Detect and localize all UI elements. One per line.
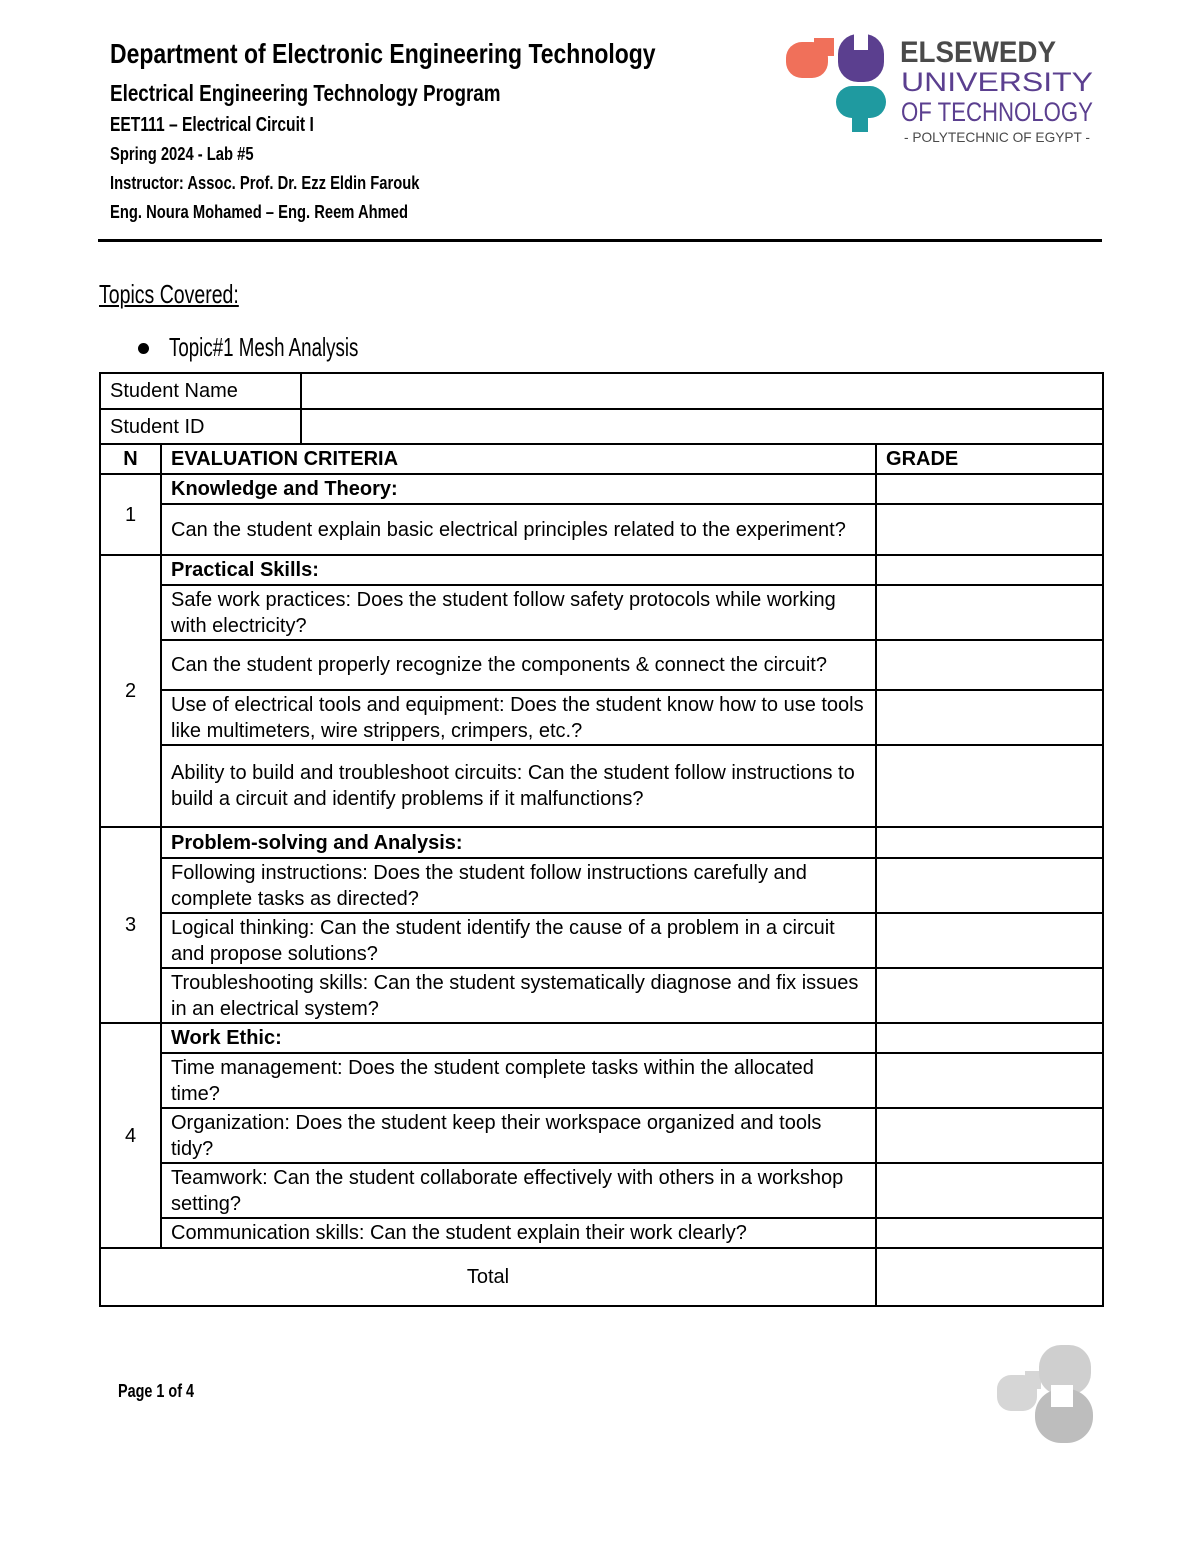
student-id-field[interactable]	[301, 409, 1103, 444]
student-name-field[interactable]	[301, 373, 1103, 409]
criterion-row	[100, 1163, 1103, 1218]
criterion-row	[100, 913, 1103, 968]
section-number: 1	[100, 474, 161, 555]
section-title-row	[100, 555, 1103, 585]
criterion-text: Ability to build and troubleshoot circuits: Can the student follow instructions to build a circuit and identify problems if it malfunctions?	[161, 745, 876, 827]
section-number: 4	[100, 1023, 161, 1248]
grade-cell[interactable]	[876, 1023, 1103, 1053]
criterion-text: Logical thinking: Can the student identify the cause of a problem in a circuit and propose solutions?	[161, 913, 876, 968]
program-title: Electrical Engineering Technology Program	[110, 80, 501, 106]
criterion-text: Can the student properly recognize the components & connect the circuit?	[161, 640, 876, 690]
criterion-text: Time management: Does the student complete tasks within the allocated time?	[161, 1053, 876, 1108]
header-divider	[98, 239, 1102, 242]
grade-cell[interactable]	[876, 1053, 1103, 1108]
grade-cell[interactable]	[876, 474, 1103, 504]
grade-cell[interactable]	[876, 827, 1103, 858]
criterion-text: Troubleshooting skills: Can the student systematically diagnose and fix issues in an electrical system?	[161, 968, 876, 1023]
evaluation-table	[99, 372, 1104, 1307]
department-title: Department of Electronic Engineering Technology	[110, 38, 656, 69]
section-title: Problem-solving and Analysis:	[161, 827, 876, 858]
criterion-row	[100, 745, 1103, 827]
column-header-criteria: EVALUATION CRITERIA	[161, 444, 876, 474]
student-name-row	[100, 373, 1103, 409]
term-label: Spring 2024 - Lab #5	[110, 144, 254, 164]
column-header-grade: GRADE	[876, 444, 1103, 474]
student-id-row	[100, 409, 1103, 444]
grade-cell[interactable]	[876, 555, 1103, 585]
logo-text-4: - POLYTECHNIC OF EGYPT -	[904, 129, 1091, 145]
logo-text-1: ELSEWEDY	[900, 36, 1056, 69]
criterion-row	[100, 504, 1103, 555]
criterion-text: Safe work practices: Does the student follow safety protocols while working with electricity?	[161, 585, 876, 640]
criterion-row	[100, 858, 1103, 913]
table-header-row	[100, 444, 1103, 474]
grade-cell[interactable]	[876, 745, 1103, 827]
criterion-row	[100, 1218, 1103, 1248]
engineers-label: Eng. Noura Mohamed – Eng. Reem Ahmed	[110, 202, 408, 222]
logo-text-3: OF TECHNOLOGY	[901, 97, 1093, 127]
criterion-row	[100, 968, 1103, 1023]
grade-cell[interactable]	[876, 1218, 1103, 1248]
criterion-text: Can the student explain basic electrical principles related to the experiment?	[161, 504, 876, 555]
instructor-label: Instructor: Assoc. Prof. Dr. Ezz Eldin Farouk	[110, 173, 420, 193]
total-label: Total	[100, 1248, 876, 1306]
grade-cell[interactable]	[876, 585, 1103, 640]
grade-cell[interactable]	[876, 968, 1103, 1023]
criterion-row	[100, 640, 1103, 690]
student-name-label: Student Name	[100, 373, 301, 409]
grade-cell[interactable]	[876, 913, 1103, 968]
section-title: Knowledge and Theory:	[161, 474, 876, 504]
course-title: EET111 – Electrical Circuit I	[110, 114, 314, 136]
topics-heading: Topics Covered:	[99, 279, 239, 309]
student-id-label: Student ID	[100, 409, 301, 444]
document-header	[110, 38, 775, 231]
section-title-row	[100, 827, 1103, 858]
section-title-row	[100, 474, 1103, 504]
section-title: Work Ethic:	[161, 1023, 876, 1053]
logo-text-2: UNIVERSITY	[901, 67, 1093, 97]
criterion-text: Organization: Does the student keep their workspace organized and tools tidy?	[161, 1108, 876, 1163]
logo-mark-icon	[786, 34, 886, 132]
total-row	[100, 1248, 1103, 1306]
criterion-text: Teamwork: Can the student collaborate effectively with others in a workshop setting?	[161, 1163, 876, 1218]
bullet-icon	[138, 343, 149, 354]
section-number: 2	[100, 555, 161, 827]
section-title: Practical Skills:	[161, 555, 876, 585]
grade-cell[interactable]	[876, 504, 1103, 555]
topic-item: Topic#1 Mesh Analysis	[169, 332, 359, 362]
watermark-logo-icon	[995, 1345, 1095, 1445]
criterion-row	[100, 1108, 1103, 1163]
criterion-text: Communication skills: Can the student explain their work clearly?	[161, 1218, 876, 1248]
grade-cell[interactable]	[876, 1163, 1103, 1218]
university-logo	[780, 30, 1110, 145]
page-number: Page 1 of 4	[118, 1381, 195, 1401]
criterion-row	[100, 1053, 1103, 1108]
grade-cell[interactable]	[876, 1108, 1103, 1163]
grade-cell[interactable]	[876, 640, 1103, 690]
grade-cell[interactable]	[876, 858, 1103, 913]
criterion-row	[100, 690, 1103, 745]
column-header-n: N	[100, 444, 161, 474]
total-grade-cell[interactable]	[876, 1248, 1103, 1306]
section-number: 3	[100, 827, 161, 1023]
criterion-row	[100, 585, 1103, 640]
criterion-text: Use of electrical tools and equipment: Does the student know how to use tools like multimeters, wire strippers, crimpers, etc.?	[161, 690, 876, 745]
criterion-text: Following instructions: Does the student follow instructions carefully and complete tasks as directed?	[161, 858, 876, 913]
section-title-row	[100, 1023, 1103, 1053]
grade-cell[interactable]	[876, 690, 1103, 745]
